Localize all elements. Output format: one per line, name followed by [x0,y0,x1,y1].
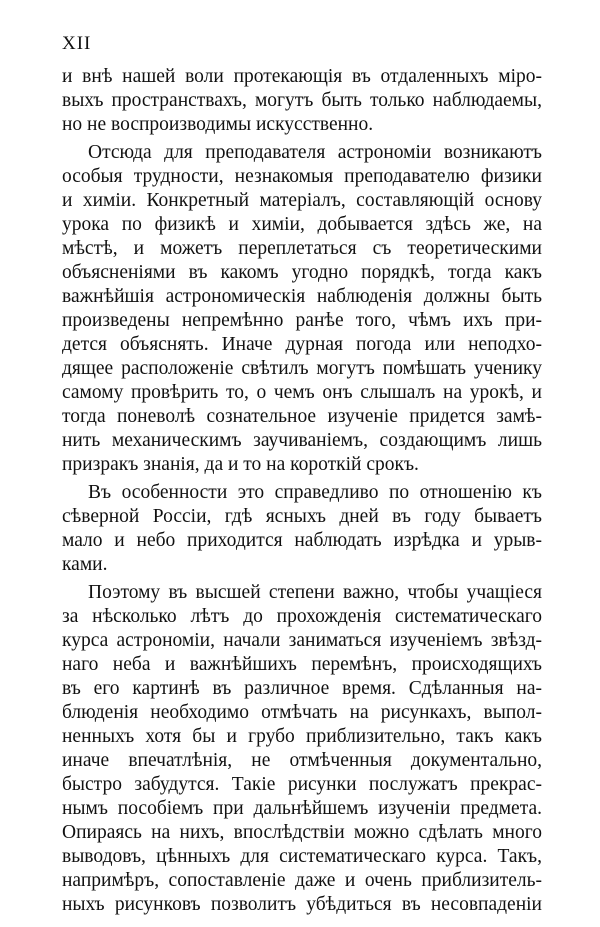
text-line: и химіи. Конкретный матеріалъ, составляющій основу [62,190,542,211]
text-line: и внѣ нашей воли протекающія въ отдаленныхъ міро- [62,66,542,87]
text-line: наго неба и важнѣйшихъ перемѣнъ, происходящихъ [62,654,542,675]
text-line: тогда поневолѣ сознательное изученіе придется замѣ- [62,406,542,427]
text-line: урока по физикѣ и химіи, добывается здѣсь же, на [62,214,542,235]
text-line: призракъ знанія, да и то на короткій срокъ. [62,454,419,475]
text-line: Опираясь на нихъ, впослѣдствіи можно сдѣлать много [62,822,542,843]
text-line: иначе впечатлѣнія, не отмѣченныя документально, [62,750,542,771]
text-line: мѣстѣ, и можетъ переплетаться съ теоретическими [62,238,542,259]
text-line: сѣверной Россіи, гдѣ ясныхъ дней въ году бываетъ [62,506,542,527]
text-line: быстро забудутся. Такіе рисунки послужатъ прекрас- [62,774,542,795]
body-text [62,65,542,917]
text-line: курса астрономіи, начали заниматься изученіемъ звѣзд- [62,630,542,651]
text-line: но не воспроизводимы искусственно. [62,114,374,135]
paragraph-3 [62,481,542,577]
text-line: важнѣйшія астрономическія наблюденія должны быть [62,286,542,307]
text-line: особыя трудности, незнакомыя преподавателю физики [62,166,542,187]
text-line: ками. [62,554,108,575]
text-line: ненныхъ хотя бы и грубо приблизительно, такъ какъ [62,726,542,747]
text-line: выводовъ, цѣнныхъ для систематическаго курса. Такъ, [62,846,542,867]
text-line: въ его картинѣ въ различное время. Сдѣланныя на- [62,678,542,699]
text-line: выхъ пространствахъ, могутъ быть только наблюдаемы, [62,90,542,111]
paragraph-1 [62,65,542,137]
text-line: Поэтому въ высшей степени важно, чтобы учащіеся [88,582,542,603]
page-number: XII [62,33,92,54]
text-line: за нѣсколько лѣтъ до прохожденія систематическаго [62,606,542,627]
text-line: Отсюда для преподавателя астрономіи возникаютъ [88,142,542,163]
text-line: самому провѣрить то, о чемъ онъ слышалъ на урокѣ, и [62,382,542,403]
text-line: произведены непремѣнно ранѣе того, чѣмъ ихъ при- [62,310,542,331]
text-line: нымъ пособіемъ при дальнѣйшемъ изученіи предмета. [62,798,542,819]
text-line: нить механическимъ заучиваніемъ, создающимъ лишь [62,430,542,451]
text-line: объясненіями въ какомъ угодно порядкѣ, тогда какъ [62,262,542,283]
text-line: Въ особенности это справедливо по отношенію къ [88,482,542,503]
text-line: блюденія необходимо отмѣчать на рисункахъ, выпол- [62,702,542,723]
text-line: дящее расположеніе свѣтилъ могутъ помѣшать ученику [62,358,542,379]
text-line: мало и небо приходится наблюдать изрѣдка и урыв- [62,530,542,551]
text-line: ныхъ рисунковъ позволитъ убѣдиться въ несовпаденіи [62,894,542,915]
paragraph-2 [62,141,542,477]
text-line: напримѣръ, сопоставленіе даже и очень приблизитель- [62,870,542,891]
text-line: дется объяснять. Иначе дурная погода или неподхо- [62,334,542,355]
paragraph-4 [62,581,542,917]
